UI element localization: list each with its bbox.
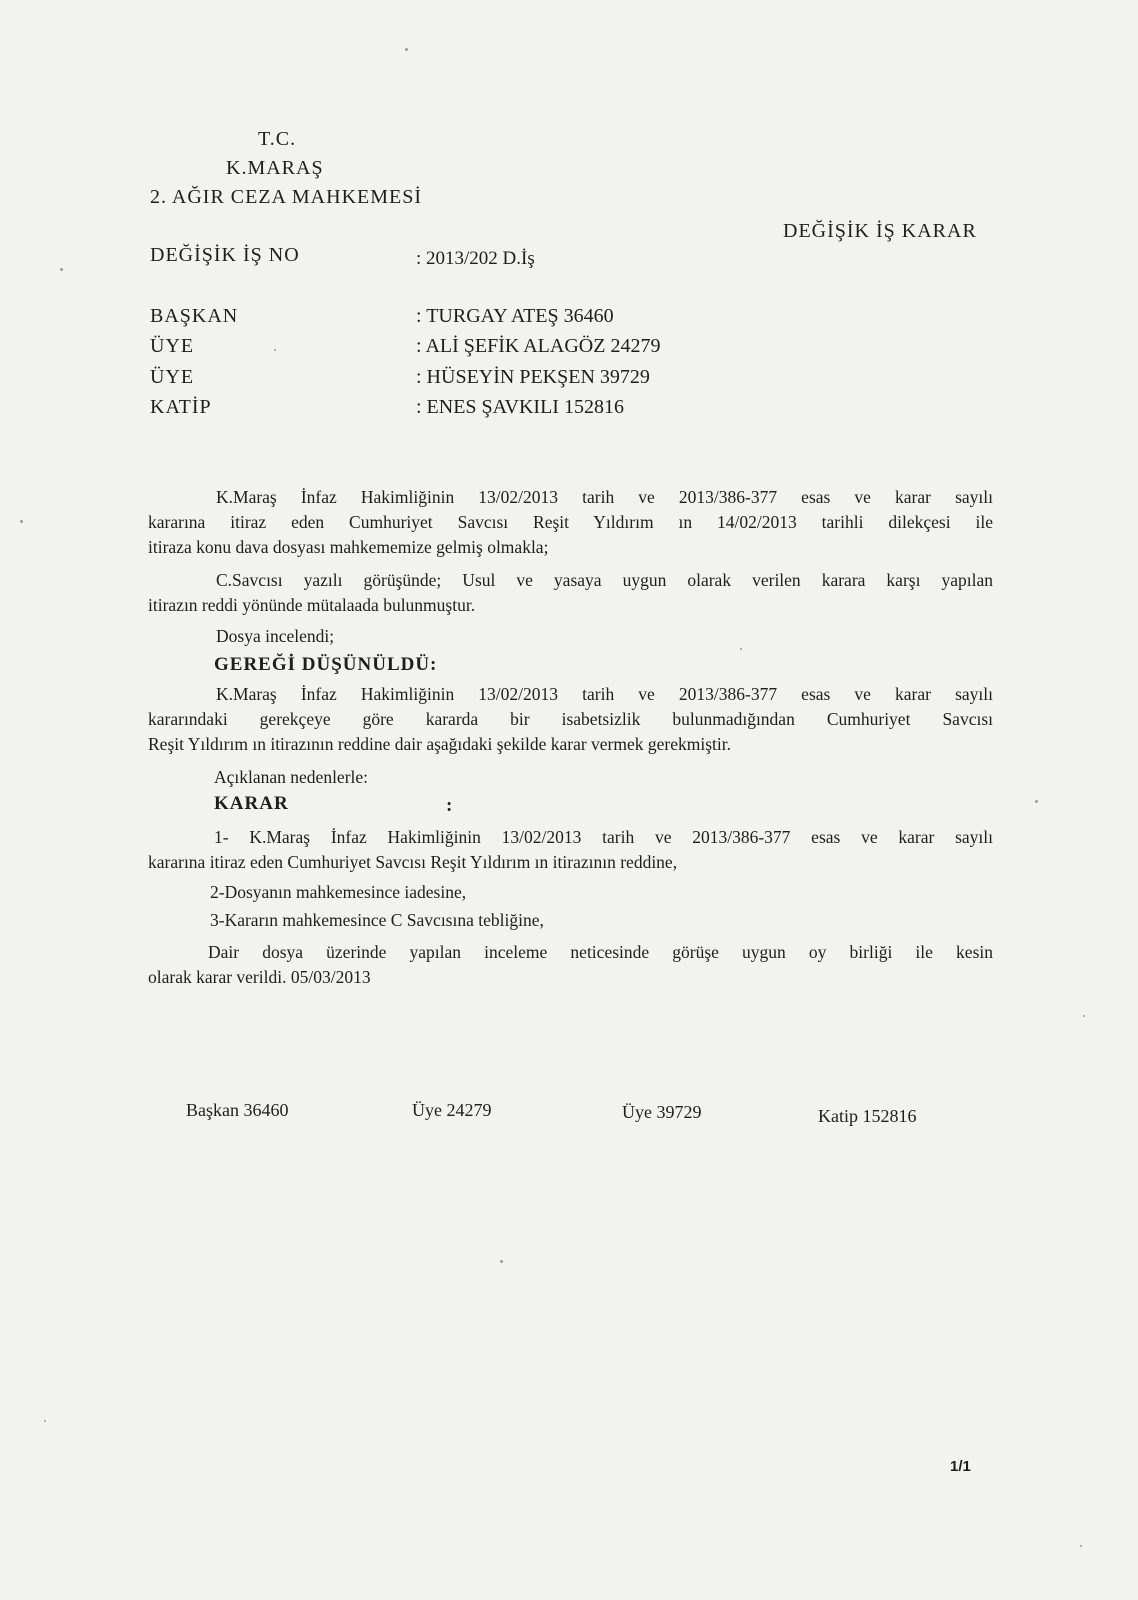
text-line: K.Maraş İnfaz Hakimliğinin 13/02/2013 tarih ve 2013/386-377 esas ve karar sayılı [216, 487, 993, 507]
scan-speck [1035, 800, 1038, 803]
panel-row-chair [150, 305, 850, 335]
signature-member-2: Üye 39729 [622, 1102, 702, 1122]
header-court: 2. AĞIR CEZA MAHKEMESİ [150, 186, 423, 208]
text-line: Açıklanan nedenlerle: [214, 767, 369, 787]
panel-value: : TURGAY ATEŞ 36460 [416, 305, 614, 327]
panel-value: : HÜSEYİN PEKŞEN 39729 [416, 366, 650, 388]
text-line: kararındaki gerekçeye göre kararda bir isabetsizlik bulunmadığından Cumhuriyet Savcısı [148, 709, 993, 729]
panel-label: ÜYE [150, 366, 195, 388]
text-line: Dair dosya üzerinde yapılan inceleme neticesinde görüşe uygun oy birliği ile kesin [208, 942, 993, 962]
panel-value: : ENES ŞAVKILI 152816 [416, 396, 624, 418]
scan-speck [500, 1260, 503, 1263]
paragraph-prosecutor-opinion [148, 568, 993, 618]
panel-value: : ALİ ŞEFİK ALAGÖZ 24279 [416, 335, 661, 357]
case-number-label: DEĞİŞİK İŞ NO [150, 244, 300, 266]
text-line: GEREĞİ DÜŞÜNÜLDÜ: [214, 654, 438, 675]
case-number-value: : 2013/202 D.İş [416, 248, 535, 269]
document-type: DEĞİŞİK İŞ KARAR [783, 220, 977, 242]
text-line: itiraza konu dava dosyası mahkememize gelmiş olmakla; [148, 537, 549, 557]
paragraph-objection [148, 485, 993, 560]
text-line: 3-Kararın mahkemesince C Savcısına tebliğine, [210, 910, 544, 930]
text-line: 1- K.Maraş İnfaz Hakimliğinin 13/02/2013 tarih ve 2013/386-377 esas ve karar sayılı [214, 827, 993, 847]
text-line: 2-Dosyanın mahkemesince iadesine, [210, 882, 467, 902]
text-line: itirazın reddi yönünde mütalaada bulunmuştur. [148, 595, 476, 615]
case-number-row [150, 244, 850, 274]
header-tc: T.C. [258, 128, 297, 150]
panel-row-member-2 [150, 366, 850, 396]
signature-clerk: Katip 152816 [818, 1106, 917, 1126]
scan-speck [405, 48, 408, 51]
panel-label: BAŞKAN [150, 305, 239, 327]
scan-speck [20, 520, 23, 523]
heading-decision: KARAR [214, 793, 289, 814]
text-line: Dosya incelendi; [216, 626, 335, 646]
text-line: kararına itiraz eden Cumhuriyet Savcısı Reşit Yıldırım ın itirazının reddine, [148, 852, 678, 872]
scan-speck [740, 648, 742, 650]
page-number: 1/1 [950, 1458, 971, 1475]
header-city: K.MARAŞ [226, 157, 324, 179]
text-line: kararına itiraz eden Cumhuriyet Savcısı Reşit Yıldırım ın 14/02/2013 tarihli dilekçesi ile [148, 512, 993, 532]
heading-considered [148, 652, 993, 677]
panel-label: ÜYE [150, 335, 195, 357]
decision-closing [148, 940, 993, 990]
scan-speck [1083, 1015, 1085, 1017]
text-line: Reşit Yıldırım ın itirazının reddine dair aşağıdaki şekilde karar vermek gerekmiştir. [148, 734, 731, 754]
paragraph-file-examined [148, 624, 993, 649]
decision-item-2 [148, 880, 993, 905]
scan-speck [60, 268, 63, 271]
heading-decision-colon: : [446, 795, 453, 816]
signature-chair: Başkan 36460 [186, 1100, 289, 1120]
panel-row-clerk [150, 396, 850, 426]
decision-item-1 [148, 825, 993, 875]
panel-label: KATİP [150, 396, 212, 418]
signature-member-1: Üye 24279 [412, 1100, 492, 1120]
text-line: olarak karar verildi. 05/03/2013 [148, 967, 371, 987]
scan-speck [44, 1420, 46, 1422]
scan-speck [1080, 1545, 1082, 1547]
paragraph-reasoning [148, 682, 993, 757]
scan-speck [274, 349, 276, 351]
text-line: K.Maraş İnfaz Hakimliğinin 13/02/2013 tarih ve 2013/386-377 esas ve karar sayılı [216, 684, 993, 704]
decision-item-3 [148, 908, 993, 933]
panel-row-member-1 [150, 335, 850, 365]
paragraph-reasons [148, 765, 993, 790]
text-line: C.Savcısı yazılı görüşünde; Usul ve yasaya uygun olarak verilen karara karşı yapılan [216, 570, 993, 590]
